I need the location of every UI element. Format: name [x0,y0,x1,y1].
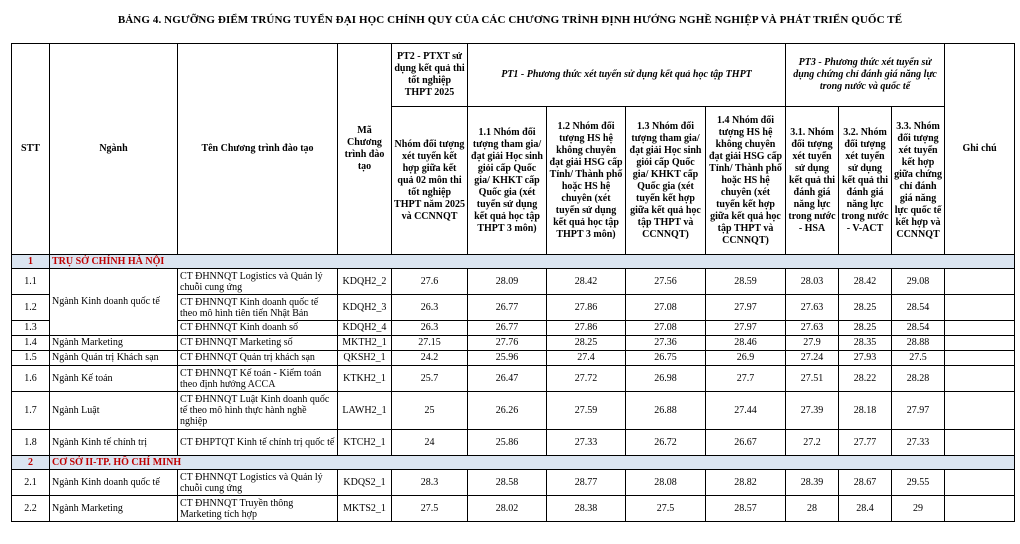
cell-note [945,470,1015,496]
header-pt3-2: 3.2. Nhóm đối tượng xét tuyển sử dụng kết quả thi đánh giá năng lực trong nước - V-ACT [839,107,892,255]
cell-s12: 28.38 [547,496,626,522]
cell-program: CT ĐHNNQT Luật Kinh doanh quốc tế theo mô hình thực hành nghề nghiệp [178,392,338,430]
header-pt2-sub: Nhóm đối tượng xét tuyển kết hợp giữa kết quả 02 môn thi tốt nghiệp THPT năm 2025 và CCNNQT [392,107,468,255]
cell-s13: 26.72 [626,430,706,456]
cell-s32: 28.25 [839,321,892,336]
cell-stt: 2.2 [12,496,50,522]
cell-s11: 25.86 [468,430,547,456]
cell-s11: 28.09 [468,269,547,295]
cell-s12: 27.86 [547,321,626,336]
cell-s14: 28.82 [706,470,786,496]
cell-stt: 1.7 [12,392,50,430]
cell-pt2: 28.3 [392,470,468,496]
cell-s14: 27.97 [706,295,786,321]
cell-note [945,336,1015,351]
cell-s31: 27.51 [786,366,839,392]
cell-note [945,269,1015,295]
cell-stt: 2.1 [12,470,50,496]
cell-pt2: 26.3 [392,321,468,336]
cell-s14: 27.7 [706,366,786,392]
cell-s32: 28.67 [839,470,892,496]
header-pt1-1: 1.1 Nhóm đối tượng tham gia/đạt giải Học sinh giỏi cấp Quốc gia/ KHKT cấp Quốc gia (xét tuyển sử dụng kết quả học tập THPT 3 môn) [468,107,547,255]
cell-s33: 27.97 [892,392,945,430]
cell-s13: 27.36 [626,336,706,351]
cell-s13: 26.75 [626,351,706,366]
cell-s32: 28.22 [839,366,892,392]
cell-s14: 28.46 [706,336,786,351]
cell-pt2: 24 [392,430,468,456]
table-row [12,470,1015,496]
cell-note [945,496,1015,522]
header-pt1-3: 1.3 Nhóm đối tượng tham gia/đạt giải Học sinh giỏi cấp Quốc gia/ KHKT cấp Quốc gia (xét tuyển kết hợp giữa kết quả học tập THPT và CCNNQT) [626,107,706,255]
cell-note [945,392,1015,430]
header-pt3-3: 3.3. Nhóm đối tượng xét tuyển kết hợp giữa chứng chỉ đánh giá năng lực quốc tế kết hợp và CCNNQT [892,107,945,255]
cell-s31: 27.9 [786,336,839,351]
cell-program: CT ĐHNNQT Logistics và Quản lý chuỗi cung ứng [178,269,338,295]
cell-s33: 28.54 [892,295,945,321]
cell-stt: 1.3 [12,321,50,336]
cell-s13: 27.08 [626,295,706,321]
header-pt3-1: 3.1. Nhóm đối tượng xét tuyển sử dụng kết quả thi đánh giá năng lực trong nước - HSA [786,107,839,255]
cell-program: CT ĐHNNQT Kế toán - Kiểm toán theo định hướng ACCA [178,366,338,392]
section-name: CƠ SỞ II-TP. HỒ CHÍ MINH [50,456,1015,470]
cell-s31: 27.24 [786,351,839,366]
table-row [12,351,1015,366]
cell-program: CT ĐHNNQT Kinh doanh quốc tế theo mô hình tiên tiến Nhật Bản [178,295,338,321]
header-pt1-group: PT1 - Phương thức xét tuyển sử dụng kết quả học tập THPT [468,44,786,107]
cell-note [945,366,1015,392]
cell-s11: 27.76 [468,336,547,351]
cell-stt: 1.1 [12,269,50,295]
cell-code: KDQS2_1 [338,470,392,496]
cell-s31: 28 [786,496,839,522]
cell-pt2: 25 [392,392,468,430]
table-row [12,269,1015,295]
cell-stt: 1.6 [12,366,50,392]
cell-major: Ngành Marketing [50,496,178,522]
table-row [12,366,1015,392]
cell-code: KTKH2_1 [338,366,392,392]
header-nganh: Ngành [50,44,178,255]
cell-s13: 26.88 [626,392,706,430]
cell-s33: 28.88 [892,336,945,351]
cell-pt2: 26.3 [392,295,468,321]
header-ten-ct: Tên Chương trình đào tạo [178,44,338,255]
cell-major: Ngành Quản trị Khách sạn [50,351,178,366]
cell-stt: 1.5 [12,351,50,366]
cell-program: CT ĐHNNQT Quản trị khách sạn [178,351,338,366]
section-name: TRỤ SỞ CHÍNH HÀ NỘI [50,255,1015,269]
cell-major: Ngành Kinh doanh quốc tế [50,269,178,336]
header-pt1-2: 1.2 Nhóm đối tượng HS hệ không chuyên đạt giải HSG cấp Tỉnh/ Thành phố hoặc HS hệ chuyên (xét tuyển sử dụng kết quả học tập THPT 3 môn) [547,107,626,255]
cell-major: Ngành Luật [50,392,178,430]
header-ma-ct: Mã Chương trình đào tạo [338,44,392,255]
cell-s31: 28.03 [786,269,839,295]
cell-s11: 26.77 [468,295,547,321]
cell-code: MKTS2_1 [338,496,392,522]
cell-note [945,295,1015,321]
table-title: BẢNG 4. NGƯỠNG ĐIỂM TRÚNG TUYỂN ĐẠI HỌC CHÍNH QUY CỦA CÁC CHƯƠNG TRÌNH ĐỊNH HƯỚNG NGHỀ NGHIỆP VÀ PHÁT TRIỂN QUỐC TẾ [117,14,903,26]
cell-pt2: 27.6 [392,269,468,295]
cell-s31: 27.39 [786,392,839,430]
cell-program: CT ĐHNNQT Kinh doanh số [178,321,338,336]
cell-s31: 27.63 [786,321,839,336]
cell-s12: 27.59 [547,392,626,430]
cell-s13: 27.08 [626,321,706,336]
cell-pt2: 27.15 [392,336,468,351]
cell-note [945,321,1015,336]
cell-s13: 26.98 [626,366,706,392]
cell-s31: 28.39 [786,470,839,496]
table-row [12,496,1015,522]
cell-code: KDQH2_2 [338,269,392,295]
cell-pt2: 24.2 [392,351,468,366]
header-pt2-group: PT2 - PTXT sử dụng kết quả thi tốt nghiệp THPT 2025 [392,44,468,107]
cell-s12: 28.25 [547,336,626,351]
cell-s33: 29.08 [892,269,945,295]
cell-s32: 28.18 [839,392,892,430]
cell-s12: 28.77 [547,470,626,496]
cell-s32: 27.77 [839,430,892,456]
cell-s33: 27.33 [892,430,945,456]
cell-s12: 27.86 [547,295,626,321]
cell-s32: 28.25 [839,295,892,321]
header-pt3-group: PT3 - Phương thức xét tuyển sử dụng chứng chỉ đánh giá năng lực trong nước và quốc tế [786,44,945,107]
cell-major: Ngành Kế toán [50,366,178,392]
cell-code: KTCH2_1 [338,430,392,456]
cell-s12: 28.42 [547,269,626,295]
cell-s13: 27.56 [626,269,706,295]
header-pt1-4: 1.4 Nhóm đối tượng HS hệ không chuyên đạt giải HSG cấp Tỉnh/ Thành phố hoặc HS hệ chuyên (xét tuyển kết hợp giữa kết quả học tập THPT và CCNNQT) [706,107,786,255]
cell-program: CT ĐHNNQT Logistics và Quản lý chuỗi cung ứng [178,470,338,496]
cell-s31: 27.2 [786,430,839,456]
cell-major: Ngành Kinh doanh quốc tế [50,470,178,496]
cell-s12: 27.4 [547,351,626,366]
cell-pt2: 25.7 [392,366,468,392]
cell-s32: 28.42 [839,269,892,295]
table-row [12,392,1015,430]
cell-program: CT ĐHPTQT Kinh tế chính trị quốc tế [178,430,338,456]
cell-s33: 27.5 [892,351,945,366]
cell-s33: 29.55 [892,470,945,496]
cell-s11: 26.26 [468,392,547,430]
cell-s11: 28.02 [468,496,547,522]
cell-code: LAWH2_1 [338,392,392,430]
section-stt: 1 [12,255,50,269]
cell-s12: 27.33 [547,430,626,456]
cell-s32: 28.4 [839,496,892,522]
cell-code: KDQH2_4 [338,321,392,336]
cell-s14: 27.44 [706,392,786,430]
table-row [12,336,1015,351]
cell-s33: 28.28 [892,366,945,392]
cell-s14: 26.9 [706,351,786,366]
cell-stt: 1.8 [12,430,50,456]
cell-code: KDQH2_3 [338,295,392,321]
cell-stt: 1.2 [12,295,50,321]
cell-pt2: 27.5 [392,496,468,522]
cell-s32: 27.93 [839,351,892,366]
cell-note [945,351,1015,366]
cell-note [945,430,1015,456]
section-stt: 2 [12,456,50,470]
header-stt: STT [12,44,50,255]
cell-s14: 26.67 [706,430,786,456]
header-ghichu: Ghi chú [945,44,1015,255]
cell-s13: 28.08 [626,470,706,496]
cell-program: CT ĐHNNQT Truyền thông Marketing tích hợp [178,496,338,522]
cell-major: Ngành Marketing [50,336,178,351]
cell-s33: 29 [892,496,945,522]
cell-s13: 27.5 [626,496,706,522]
cell-s14: 28.59 [706,269,786,295]
cell-s31: 27.63 [786,295,839,321]
cell-stt: 1.4 [12,336,50,351]
cell-code: QKSH2_1 [338,351,392,366]
cell-s32: 28.35 [839,336,892,351]
cell-major: Ngành Kinh tế chính trị [50,430,178,456]
cell-s33: 28.54 [892,321,945,336]
cell-s14: 27.97 [706,321,786,336]
table-row [12,430,1015,456]
cell-s11: 26.77 [468,321,547,336]
admission-score-table [11,43,1015,522]
cell-s11: 26.47 [468,366,547,392]
cell-program: CT ĐHNNQT Marketing số [178,336,338,351]
cell-s11: 28.58 [468,470,547,496]
cell-s11: 25.96 [468,351,547,366]
cell-s14: 28.57 [706,496,786,522]
cell-s12: 27.72 [547,366,626,392]
cell-code: MKTH2_1 [338,336,392,351]
